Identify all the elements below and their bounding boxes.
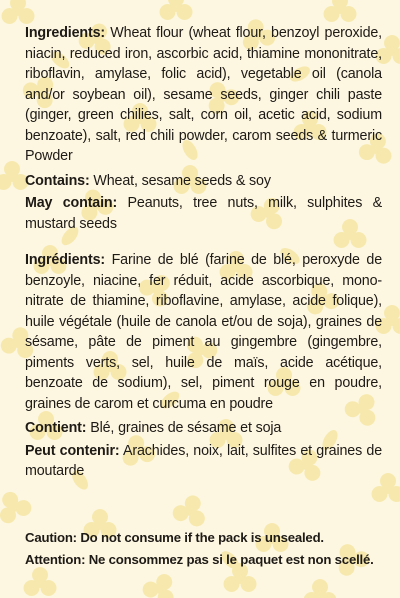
english-ingredients-label: Ingredients: — [25, 25, 106, 41]
french-may-contain — [25, 441, 382, 482]
english-contains-label: Contains: — [25, 172, 90, 189]
english-ingredients-text: Wheat flour (wheat flour, benzoyl peroxide, niacin, reduced iron, ascorbic acid, thiamine mononitrate, riboflavin, amylase, folic acid), vegetable oil (canola and/or soybean oil), sesame seeds, ginger chili paste (ginger, green chilies, salt, corn oil, acetic acid, sodium benzoate), salt, red chili powder, carom seeds & turmeric Powder — [25, 25, 383, 164]
french-ingredients — [25, 250, 382, 414]
french-contains — [25, 418, 382, 439]
french-may-contain-text: Arachides, noix, lait, sulfites et graines de moutarde — [25, 442, 382, 479]
english-may-contain-text: Peanuts, tree nuts, milk, sulphites & mustard seeds — [25, 195, 382, 232]
english-contains — [25, 171, 382, 192]
english-may-contain-label: May contain: — [25, 195, 118, 211]
french-ingredients-text: Farine de blé (farine de blé, peroxyde de benzoyle, niacine, fer réduit, acide ascorbique, mono-nitrate de thiamine, riboflavine, amylase, acide folique), huile végétale (huile de canola et/ou de soja), graines de sésame, pâte de piment au gingembre (gingembre, piments verts, sel, huile de maïs, acide acétique, benzoate de sodium), sel, piment rouge en poudre, graines de carom et curcuma en poudre — [25, 252, 382, 412]
french-ingredients-label: Ingrédients: — [25, 252, 106, 268]
ingredients-panel — [25, 23, 382, 482]
caution-block — [25, 527, 385, 571]
caution-french: Attention: Ne consommez pas si le paquet est non scellé. — [25, 552, 374, 567]
french-contains-text: Blé, graines de sésame et soja — [90, 420, 282, 436]
french-may-contain-label: Peut contenir: — [25, 442, 120, 459]
caution-english: Caution: Do not consume if the pack is unsealed. — [25, 530, 324, 545]
english-contains-text: Wheat, sesame seeds & soy — [93, 172, 271, 189]
french-contains-label: Contient: — [25, 420, 87, 436]
english-ingredients — [25, 23, 382, 167]
english-may-contain — [25, 193, 382, 234]
